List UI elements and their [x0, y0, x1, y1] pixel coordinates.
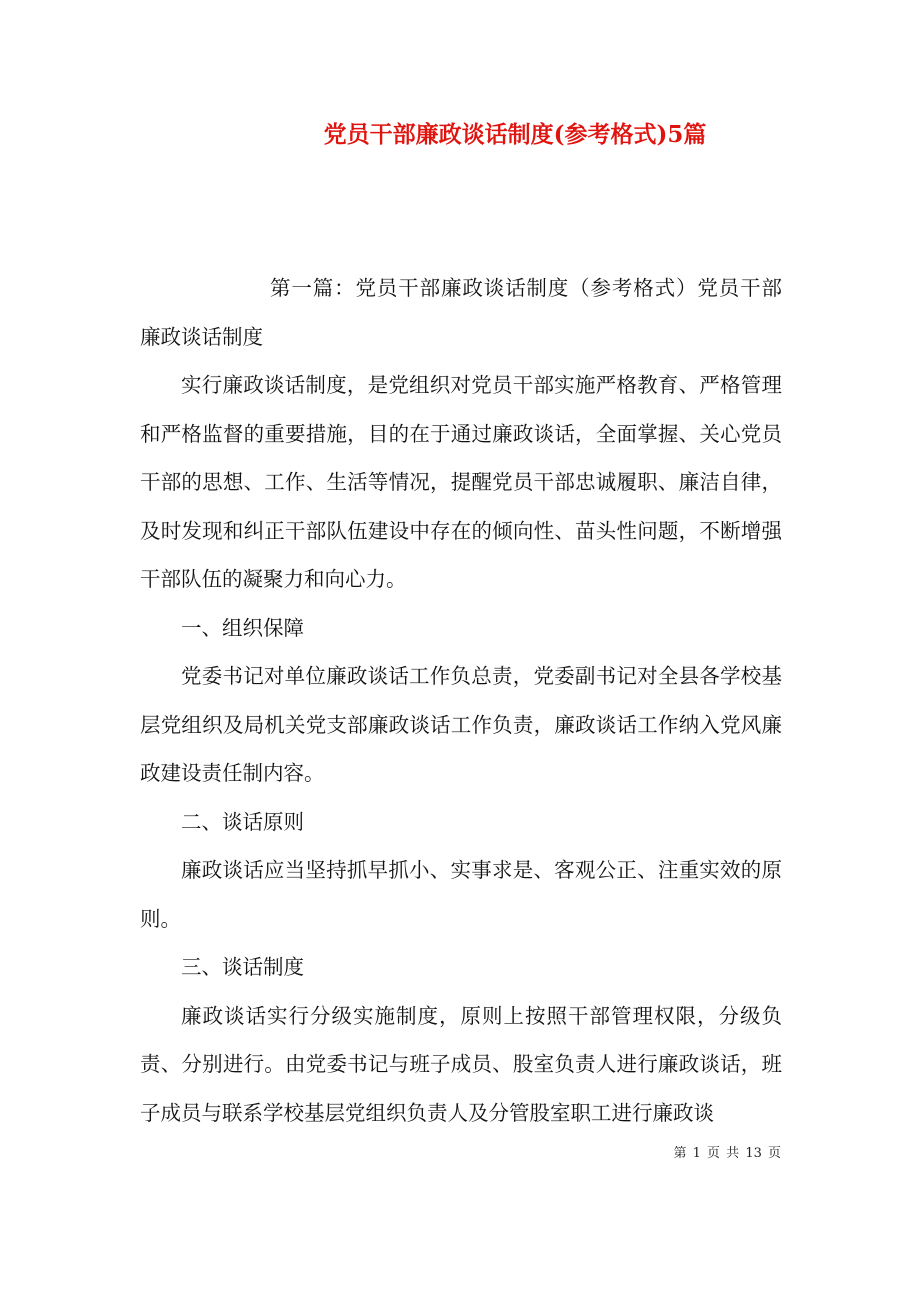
document-title: 党员干部廉政谈话制度(参考格式)5篇 — [323, 121, 707, 148]
section-heading-paragraph: 第一篇：党员干部廉政谈话制度（参考格式）党员干部廉政谈话制度 — [140, 276, 782, 349]
body-paragraph: 实行廉政谈话制度，是党组织对党员干部实施严格教育、严格管理和严格监督的重要措施，目的在于通过廉政谈话，全面掌握、关心党员干部的思想、工作、生活等情况，提醒党员干部忠诚履职、廉洁自律，及时发现和纠正干部队伍建设中存在的倾向性、苗头性问题，不断增强干部队伍的凝聚力和向心力。 — [140, 373, 782, 591]
page-footer: 第 1 页 共 13 页 — [673, 1146, 781, 1161]
body-paragraph: 党委书记对单位廉政谈话工作负总责，党委副书记对全县各学校基层党组织及局机关党支部廉政谈话工作负责，廉政谈话工作纳入党风廉政建设责任制内容。 — [140, 664, 782, 785]
section-heading: 一、组织保障 — [181, 615, 304, 640]
body-paragraph: 廉政谈话实行分级实施制度，原则上按照干部管理权限，分级负责、分别进行。由党委书记与班子成员、股室负责人进行廉政谈话，班子成员与联系学校基层党组织负责人及分管股室职工进行廉政谈 — [140, 1003, 782, 1125]
body-paragraph: 廉政谈话应当坚持抓早抓小、实事求是、客观公正、注重实效的原则。 — [140, 858, 782, 931]
section-heading: 三、谈话制度 — [181, 955, 304, 979]
document-body — [140, 264, 782, 1137]
section-heading: 二、谈话原则 — [181, 809, 304, 834]
